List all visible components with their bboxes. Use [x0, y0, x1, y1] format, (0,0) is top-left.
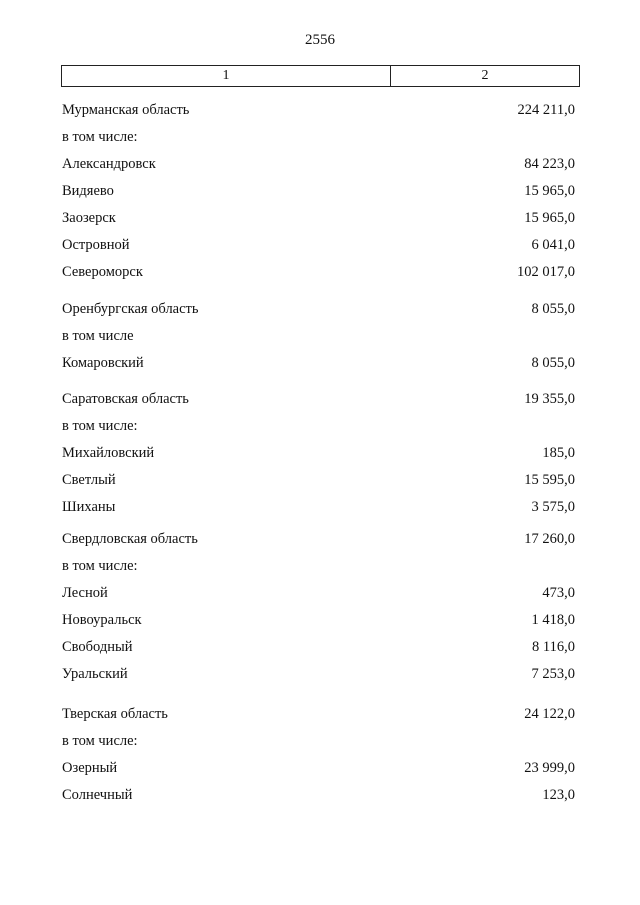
- row-name: Заозерск: [62, 210, 116, 226]
- row-name: в том числе: [62, 328, 134, 344]
- table-row: [62, 154, 575, 174]
- row-name: в том числе:: [62, 733, 138, 749]
- row-name: Александровск: [62, 156, 156, 172]
- row-value: 84 223,0: [524, 156, 575, 172]
- table-row-subheading: [62, 326, 575, 346]
- row-value: 224 211,0: [517, 102, 575, 118]
- table-row: [62, 583, 575, 603]
- row-value: 8 116,0: [532, 639, 575, 655]
- table-row: [62, 610, 575, 630]
- row-value: 7 253,0: [531, 666, 575, 682]
- row-name: Светлый: [62, 472, 116, 488]
- row-value: 102 017,0: [517, 264, 575, 280]
- row-name: Тверская область: [62, 706, 168, 722]
- row-value: 24 122,0: [524, 706, 575, 722]
- row-value: 473,0: [542, 585, 575, 601]
- table-row: [62, 470, 575, 490]
- table-row: [62, 785, 575, 805]
- table-row: [62, 758, 575, 778]
- row-value: 1 418,0: [531, 612, 575, 628]
- table-row-region: [62, 299, 575, 319]
- table-row: [62, 208, 575, 228]
- row-name: Мурманская область: [62, 102, 190, 118]
- row-value: 8 055,0: [531, 301, 575, 317]
- table-row: [62, 181, 575, 201]
- row-name: в том числе:: [62, 558, 138, 574]
- table-row: [62, 262, 575, 282]
- table-row: [62, 353, 575, 373]
- table-row: [62, 637, 575, 657]
- table-row: [62, 235, 575, 255]
- table-header-col2: 2: [481, 68, 489, 83]
- row-value: 23 999,0: [524, 760, 575, 776]
- table-row-region: [62, 100, 575, 120]
- row-name: Шиханы: [62, 499, 116, 515]
- page-number: 2556: [305, 32, 335, 48]
- row-name: Островной: [62, 237, 130, 253]
- table-header-col1: 1: [62, 66, 391, 86]
- table-row: [62, 664, 575, 684]
- table-row-region: [62, 529, 575, 549]
- table-header: [61, 65, 580, 87]
- row-name: в том числе:: [62, 418, 138, 434]
- row-value: 15 965,0: [524, 183, 575, 199]
- row-name: Видяево: [62, 183, 114, 199]
- row-name: Солнечный: [62, 787, 133, 803]
- table-row-subheading: [62, 127, 575, 147]
- row-name: Новоуральск: [62, 612, 142, 628]
- row-name: Свободный: [62, 639, 133, 655]
- row-value: 6 041,0: [531, 237, 575, 253]
- table-row: [62, 497, 575, 517]
- row-value: 17 260,0: [524, 531, 575, 547]
- row-value: 3 575,0: [531, 499, 575, 515]
- row-value: 123,0: [542, 787, 575, 803]
- table-row-subheading: [62, 416, 575, 436]
- table-row-region: [62, 704, 575, 724]
- row-name: Лесной: [62, 585, 108, 601]
- table-row-region: [62, 389, 575, 409]
- row-name: Озерный: [62, 760, 118, 776]
- row-value: 15 965,0: [524, 210, 575, 226]
- row-value: 19 355,0: [524, 391, 575, 407]
- row-value: 15 595,0: [524, 472, 575, 488]
- table-row-subheading: [62, 731, 575, 751]
- row-name: Комаровский: [62, 355, 144, 371]
- row-name: Североморск: [62, 264, 143, 280]
- table-row: [62, 443, 575, 463]
- row-value: 8 055,0: [531, 355, 575, 371]
- row-name: Оренбургская область: [62, 301, 199, 317]
- row-name: в том числе:: [62, 129, 138, 145]
- row-name: Уральский: [62, 666, 128, 682]
- row-value: 185,0: [542, 445, 575, 461]
- row-name: Свердловская область: [62, 531, 198, 547]
- row-name: Саратовская область: [62, 391, 189, 407]
- table-row-subheading: [62, 556, 575, 576]
- row-name: Михайловский: [62, 445, 155, 461]
